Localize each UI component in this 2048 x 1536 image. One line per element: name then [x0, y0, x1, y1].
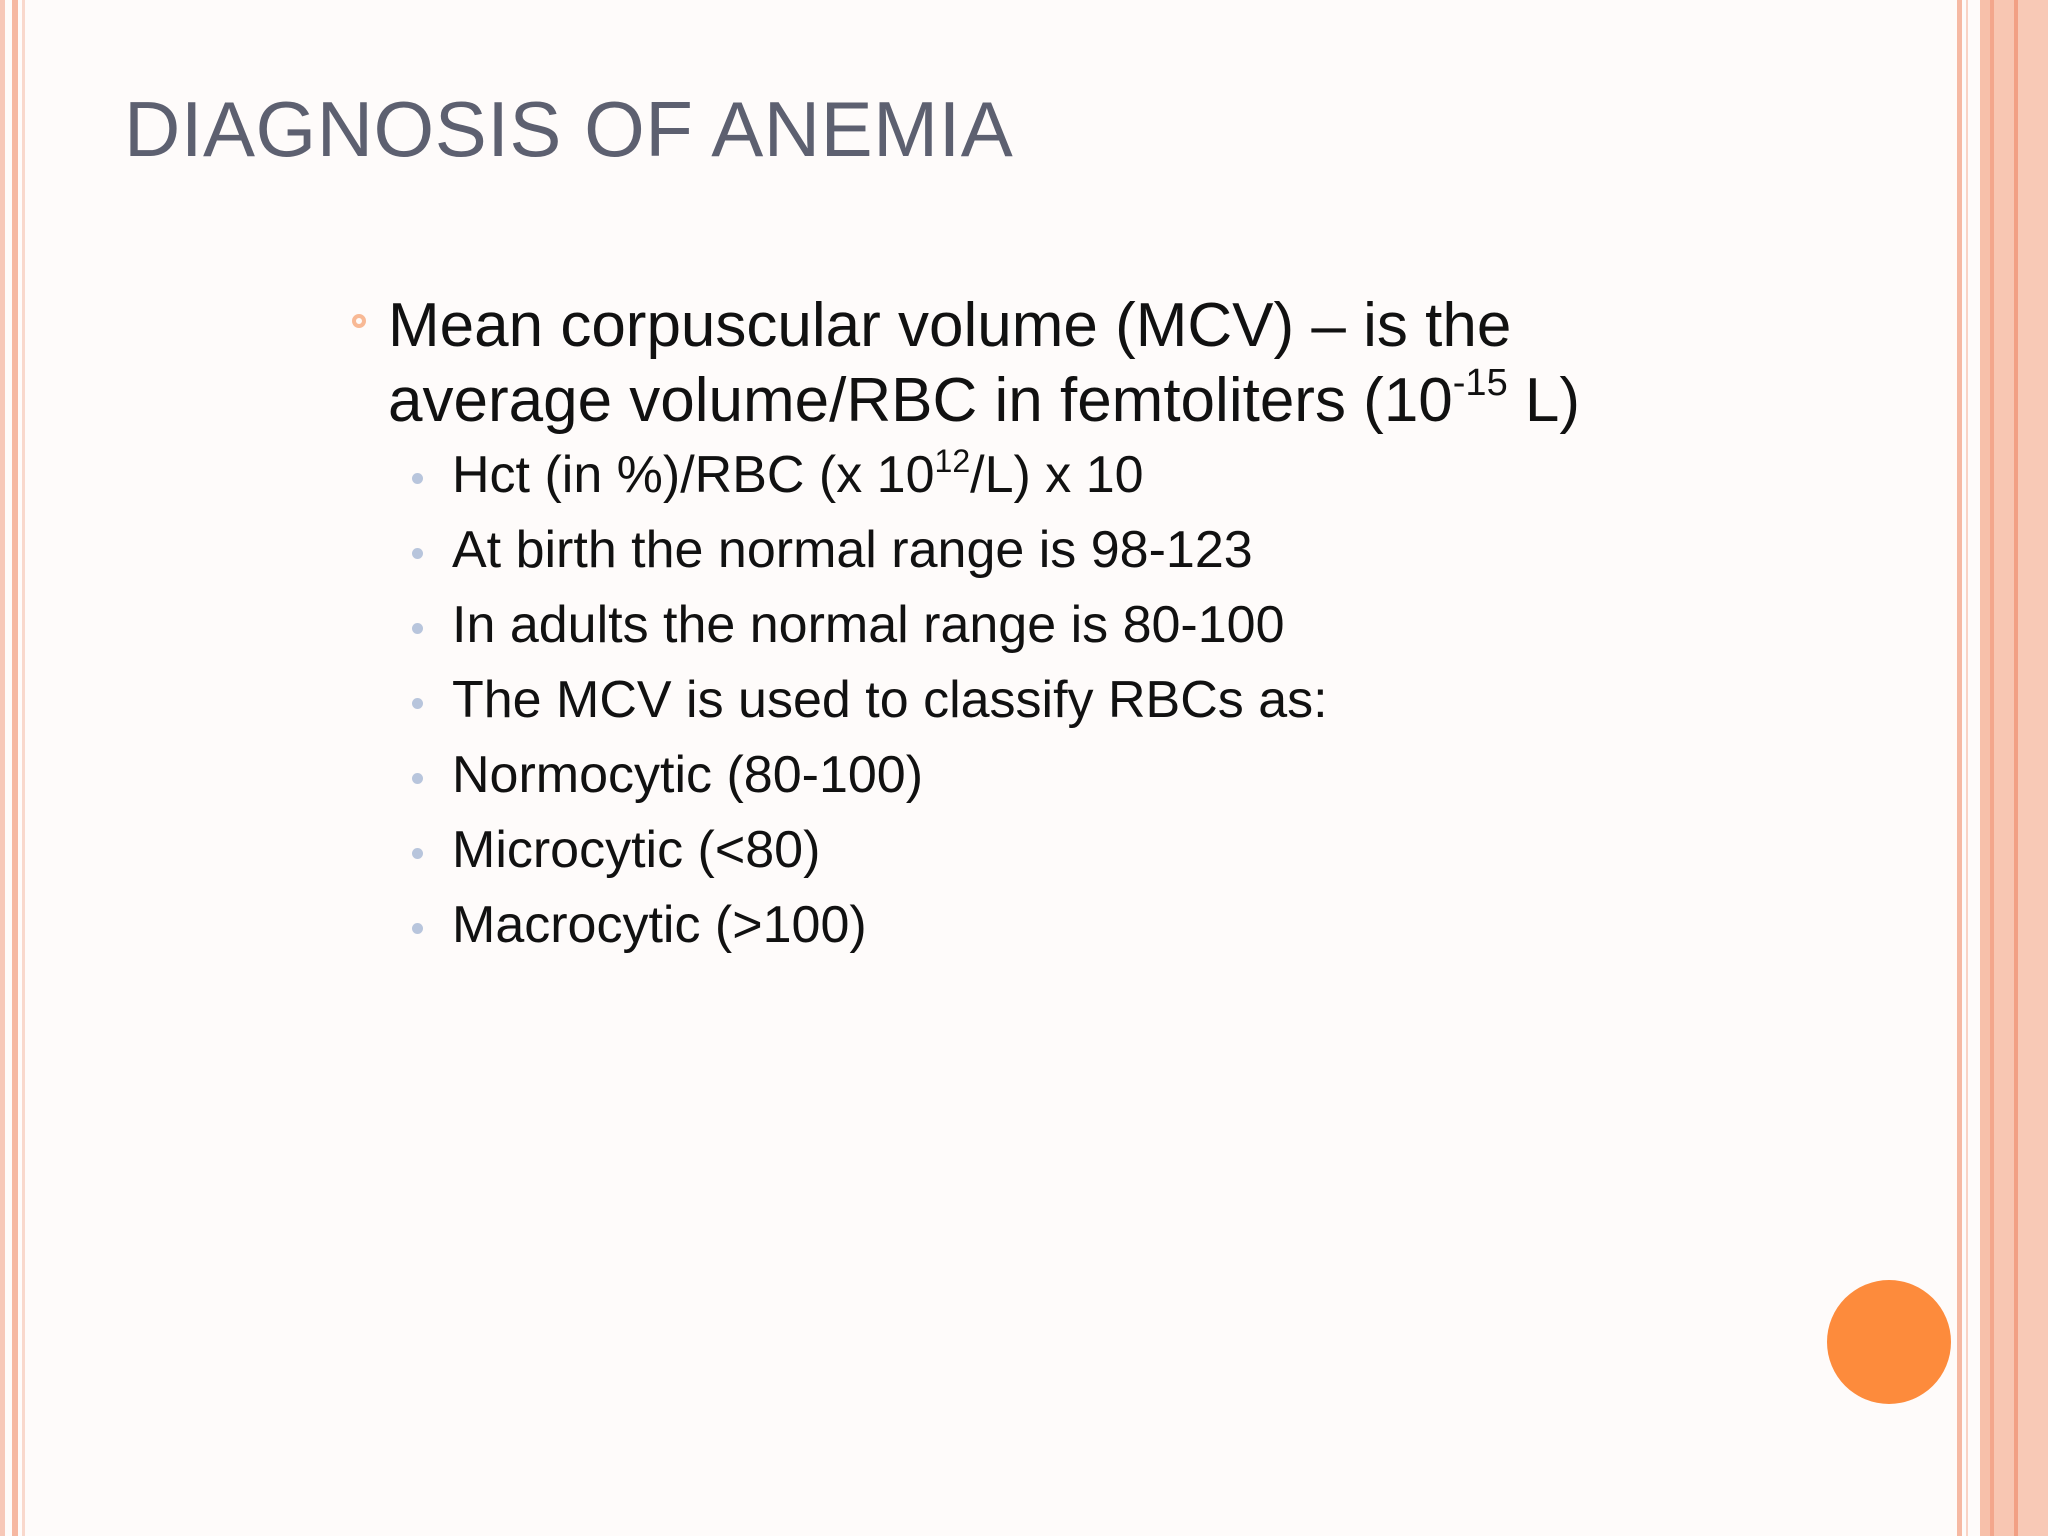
- sub-bullet-text: In adults the normal range is 80-100: [452, 596, 1285, 654]
- dot-bullet-icon: [412, 473, 423, 484]
- sub-bullet-text: Microcytic (<80): [452, 821, 821, 879]
- right-border-stripe: [1966, 0, 1968, 1536]
- sub-bullet-text: At birth the normal range is 98-123: [452, 521, 1253, 579]
- sub-bullet-item: [412, 588, 1328, 663]
- dot-bullet-icon: [412, 623, 423, 634]
- right-border-stripe: [2018, 0, 2048, 1536]
- orange-circle-decoration: [1827, 1280, 1951, 1404]
- main-bullet-text: [388, 288, 1580, 447]
- dot-bullet-icon: [412, 773, 423, 784]
- main-bullet-line-1: Mean corpuscular volume (MCV) – is the: [388, 291, 1512, 360]
- sub-bullet-text: /L) x 10: [970, 446, 1144, 504]
- sub-bullet-item: [412, 438, 1328, 513]
- sub-bullet-list: [412, 438, 1328, 963]
- sub-bullet-text: Hct (in %)/RBC (x 10: [452, 446, 935, 504]
- ring-bullet-icon: [352, 314, 366, 328]
- main-bullet-line-2-unit: L): [1507, 366, 1581, 435]
- exponent: -15: [1452, 362, 1508, 404]
- sub-bullet-item: [412, 813, 1328, 888]
- right-border-stripe: [1957, 0, 1962, 1536]
- dot-bullet-icon: [412, 548, 423, 559]
- exponent: 12: [934, 443, 971, 479]
- dot-bullet-icon: [412, 923, 423, 934]
- slide-title: DIAGNOSIS OF ANEMIA: [124, 85, 1014, 173]
- main-bullet-line-2: [388, 363, 1580, 447]
- right-border-stripe: [1980, 0, 1990, 1536]
- left-border-stripe: [12, 0, 18, 1536]
- sub-bullet-item: [412, 513, 1328, 588]
- dot-bullet-icon: [412, 848, 423, 859]
- sub-bullet-text: The MCV is used to classify RBCs as:: [452, 671, 1328, 729]
- dot-bullet-icon: [412, 698, 423, 709]
- left-border-stripe: [22, 0, 25, 1536]
- sub-bullet-text: Macrocytic (>100): [452, 896, 867, 954]
- sub-bullet-item: [412, 888, 1328, 963]
- sub-bullet-item: [412, 663, 1328, 738]
- right-border-stripe: [1994, 0, 2014, 1536]
- main-bullet-line-2-text: average volume/RBC in femtoliters (10: [388, 366, 1453, 435]
- left-border-stripe: [0, 0, 5, 1536]
- sub-bullet-item: [412, 738, 1328, 813]
- sub-bullet-text: Normocytic (80-100): [452, 746, 924, 804]
